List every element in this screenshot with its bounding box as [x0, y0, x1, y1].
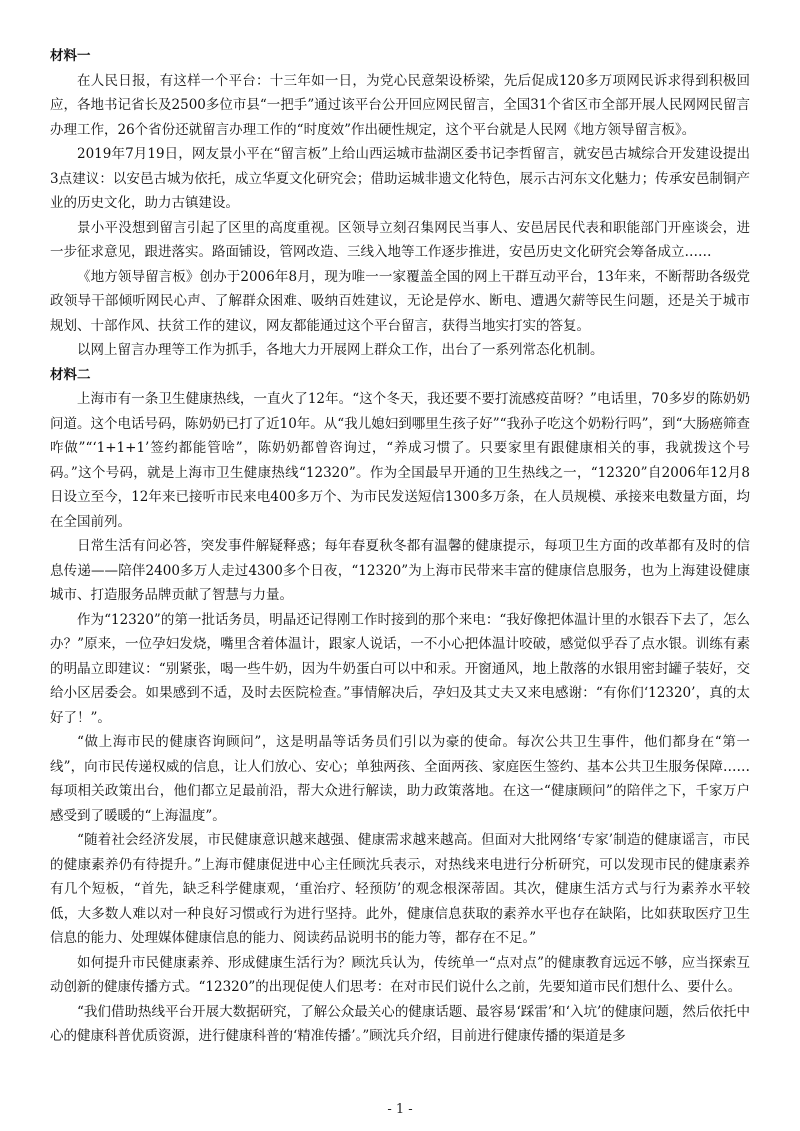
paragraph: 上海市有一条卫生健康热线，一直火了12年。“这个冬天，我还要不要打流感疫苗呀？”电话里，70多岁的陈奶奶问道。这个电话号码，陈奶奶已打了近10年。从“我儿媳妇到哪里生孩子好”“我孙子吃这个奶粉行吗”，到“大肠癌筛查咋做”“‘1+1+1’签约都能管啥”，陈奶奶都曾咨询过，“养成习惯了。只要家里有跟健康相关的事，我就拨这个号码。”这个号码，就是上海市卫生健康热线“12320”。作为全国最早开通的卫生热线之一，“12320”自2006年12月8日设立至今，12年来已接听市民来电400多万个、为市民发送短信1300多万条，在人员规模、承接来电数量方面，均在全国前列。	[50, 391, 750, 530]
paragraph: 2019年7月19日，网友景小平在“留言板”上给山西运城市盐湖区委书记李哲留言，就安邑古城综合开发建设提出3点建议：以安邑古城为依托，成立华夏文化研究会；借助运城非遗文化特色，展示古河东文化魅力；传承安邑制铜产业的历史文化，助力古镇建设。	[50, 146, 750, 211]
material-one-heading: 材料一	[50, 48, 91, 64]
material-two-heading: 材料二	[50, 366, 91, 383]
paragraph: 《地方领导留言板》创办于2006年8月，现为唯一一家覆盖全国的网上干群互动平台，13年来，不断帮助各级党政领导干部倾听网民心声、了解群众困难、吸纳百姓建议，无论是停水、断电、遭遇欠薪等民生问题，还是关于城市规划、十部作风、扶贫工作的建议，网友都能通过这个平台留言，获得当地实打实的答复。	[50, 268, 750, 334]
paragraph: 以网上留言办理等工作为抓手，各地大力开展网上群众工作，出台了一系列常态化机制。	[77, 342, 604, 358]
paragraph: 作为“12320”的第一批话务员，明晶还记得刚工作时接到的那个来电：“我好像把体温计里的水银吞下去了，怎么办？”原来，一位孕妇发烧，嘴里含着体温计，跟家人说话，一不小心把体温计咬破，感觉似乎吞了点水银。训练有素的明晶立即建议：“别紧张，喝一些牛奶，因为牛奶蛋白可以中和汞。开窗通风，地上散落的水银用密封罐子装好，交给小区居委会。如果感到不适，及时去医院检查。”事情解决后，孕妇及其丈夫又来电感谢：“有你们‘12320’，真的太好了！”。	[50, 611, 750, 726]
paragraph: “做上海市民的健康咨询顾问”，这是明晶等话务员们引以为豪的使命。每次公共卫生事件，他们都身在“第一线”，向市民传递权威的信息，让人们放心、安心；单独两孩、全面两孩、家庭医生签约、基本公共卫生服务保障……每项相关政策出台，他们都立足最前沿，帮大众进行解读，助力政策落地。在这一“健康顾问”的陪伴之下，千家万户感受到了暖暖的“上海温度”。	[50, 734, 750, 824]
paragraph: 在人民日报，有这样一个平台：十三年如一日，为党心民意架设桥梁，先后促成120多万项网民诉求得到积极回应，各地书记省长及2500多位市县“一把手”通过该平台公开回应网民留言，全国31个省区市全部开展人民网网民留言办理工作，26个省份还就留言办理工作的“时度效”作出硬性规定，这个平台就是人民网《地方领导留言板》。	[50, 72, 750, 138]
page-number: - 1 -	[387, 1102, 413, 1117]
paragraph: “我们借助热线平台开展大数据研究，了解公众最关心的健康话题、最容易‘踩雷’和‘入坑’的健康问题，然后依托中心的健康科普优质资源，进行健康科普的‘精准传播’。”顾沈兵介绍，目前进行健康传播的渠道是多	[50, 1003, 750, 1044]
paragraph: 日常生活有问必答，突发事件解疑释惑；每年春夏秋冬都有温馨的健康提示，每项卫生方面的改革都有及时的信息传递——陪伴2400多万人走过4300多个日夜，“12320”为上海市民带来丰富的健康信息服务，也为上海建设健康城市、打造服务品牌贡献了智慧与力量。	[50, 538, 750, 603]
paragraph: 景小平没想到留言引起了区里的高度重视。区领导立刻召集网民当事人、安邑居民代表和职能部门开座谈会，进一步征求意见，跟进落实。路面铺设，管网改造、三线入地等工作逐步推进，安邑历史文化研究会筹备成立……	[50, 219, 750, 260]
paragraph: 如何提升市民健康素养、形成健康生活行为？顾沈兵认为，传统单一“点对点”的健康教育远远不够，应当探索互动创新的健康传播方式。“12320”的出现促使人们思考：在对市民们说什么之前，先要知道市民们想什么、要什么。	[50, 954, 750, 995]
paragraph: “随着社会经济发展，市民健康意识越来越强、健康需求越来越高。但面对大批网络‘专家’制造的健康谣言，市民的健康素养仍有待提升。”上海市健康促进中心主任顾沈兵表示，对热线来电进行分析研究，可以发现市民的健康素养有几个短板，“首先，缺乏科学健康观，‘重治疗、轻预防’的观念根深蒂固。其次，健康生活方式与行为素养水平较低，大多数人难以对一种良好习惯或行为进行坚持。此外，健康信息获取的素养水平也存在缺陷，比如获取医疗卫生信息的能力、处理媒体健康信息的能力、阅读药品说明书的能力等，都存在不足。”	[50, 832, 750, 946]
